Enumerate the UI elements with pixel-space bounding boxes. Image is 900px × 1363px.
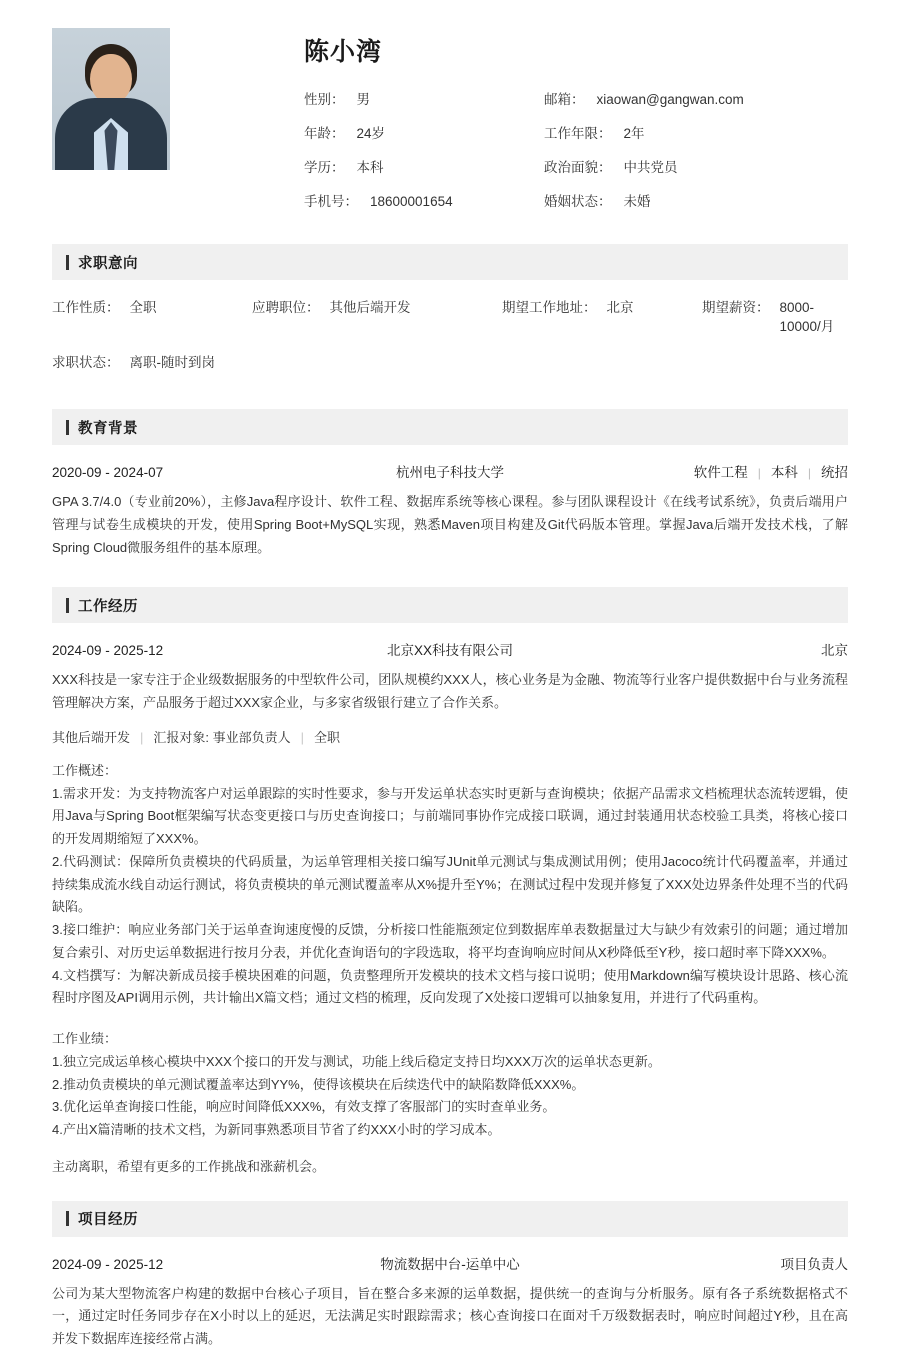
work-achievement-item: 4.产出X篇清晰的技术文档，为新同事熟悉项目节省了约XXX小时的学习成本。 [52,1122,501,1137]
work-meta-line [52,727,848,746]
job-intent-label: 求职状态： [52,355,120,370]
project-name: 物流数据中台-运单中心 [380,1256,520,1272]
profile-field-label: 工作年限： [544,126,612,141]
work-location-wrap [548,639,848,659]
work-date: 2024-09 - 2025-12 [52,643,164,659]
work-closing-note: 主动离职，希望有更多的工作挑战和涨薪机会。 [52,1158,326,1174]
profile-field [304,190,544,210]
profile-field-label: 性别： [304,92,345,107]
section-accent-bar [66,420,69,435]
education-date: 2020-09 - 2024-07 [52,465,164,480]
job-intent-value: 北京 [606,300,634,315]
work-overview-title: 工作概述： [52,762,118,778]
section-header-project [52,1201,848,1237]
divider: | [140,729,144,745]
education-degree: 本科 [770,465,798,480]
education-school: 杭州电子科技大学 [396,465,504,480]
profile-field-value: 2年 [623,126,645,141]
section-title: 教育背景 [78,420,138,437]
profile-field-value: 未婚 [623,194,651,209]
work-position: 其他后端开发 [52,729,131,745]
profile-field-label: 手机号： [304,194,358,209]
section-body-project [0,1237,900,1363]
profile-field [544,190,848,210]
education-major: 软件工程 [693,465,748,480]
profile-field-value: 18600001654 [370,194,453,209]
education-description: GPA 3.7/4.0（专业前20%），主修Java程序设计、软件工程、数据库系统等核心课程。参与团队课程设计《在线考试系统》，负责后端用户管理与试卷生成模块的开发，使用Spring Boot+MySQL实现，熟悉Maven项目构建及Git代码版本管理。掌握Java后端开发技术栈，了解Spring Cloud微服务组件的基本原理。 [52,494,848,555]
job-intent-field [52,296,252,316]
section-accent-bar [66,1211,69,1226]
section-body-job-intent [0,280,900,393]
work-achievement-item: 2.推动负责模块的单元测试覆盖率达到YY%，使得该模块在后续迭代中的缺陷数降低XXX%。 [52,1076,585,1092]
education-admission: 统招 [821,465,848,480]
job-intent-value: 离职-随时到岗 [129,355,215,370]
job-intent-value: 8000-10000/月 [779,300,835,334]
profile-field [304,122,544,142]
profile-field-value: xiaowan@gangwan.com [596,92,744,107]
section-accent-bar [66,598,69,613]
job-intent-field [252,296,502,316]
work-overview-item: 3.接口维护：响应业务部门关于运单查询速度慢的反馈，分析接口性能瓶颈定位到数据库单表数据量过大与缺少有效索引的问题；通过增加复合索引、对历史运单数据进行按月分表，并优化查询语句的字段选取，将平均查询响应时间从X秒降低至Y秒，接口超时率下降XXX%。 [52,922,848,960]
work-achievement-item: 1.独立完成运单核心模块中XXX个接口的开发与测试，功能上线后稳定支持日均XXX万次的运单状态更新。 [52,1053,661,1069]
divider: | [300,729,305,745]
section-body-education [0,445,900,571]
project-description: 公司为某大型物流客户构建的数据中台核心子项目，旨在整合多来源的运单数据，提供统一的查询与分析服务。原有各子系统数据格式不一，通过定时任务同步存在X小时以上的延迟，无法满足实时跟踪需求；核心查询接口在面对千万级数据表时，响应时间超过Y秒，且在高并发下数据库连接经常占满。 [52,1285,848,1346]
divider: | [757,466,761,480]
job-intent-label: 期望工作地址： [502,300,597,315]
profile-field-value: 24岁 [356,126,386,141]
profile-field-value: 中共党员 [623,160,678,175]
work-report-to: 汇报对象: 事业部负责人 [153,729,291,745]
profile-field [544,88,848,108]
job-intent-row [52,296,848,335]
profile-field-label: 年龄： [304,126,345,141]
profile-field-label: 邮箱： [544,92,585,107]
section-header-work [52,587,848,623]
work-achievement-item: 3.优化运单查询接口性能，响应时间降低XXX%，有效支撑了客服部门的实时查单业务。 [52,1099,556,1115]
work-company: 北京XX科技有限公司 [386,643,513,659]
profile-field-label: 学历： [304,160,345,175]
project-entry-head [52,1253,848,1273]
job-intent-label: 应聘职位： [252,300,320,315]
profile-field-value: 男 [356,92,370,107]
education-meta [548,461,848,481]
work-achievement-block [52,1028,848,1142]
profile-field-value: 本科 [356,160,384,175]
job-intent-label: 工作性质： [52,300,120,315]
profile-field [304,88,544,108]
job-intent-value: 其他后端开发 [329,300,411,315]
section-title: 项目经历 [78,1212,138,1228]
section-body-work [0,623,900,1184]
profile-field [304,156,544,176]
candidate-name: 陈小湾 [304,38,383,66]
job-intent-value: 全职 [129,300,157,315]
job-intent-label: 期望薪资： [702,300,770,315]
profile-info-grid [304,88,848,210]
photo-face [90,54,132,104]
job-intent-field [502,296,702,316]
work-overview-item: 1.需求开发：为支持物流客户对运单跟踪的实时性要求，参与开发运单状态实时更新与查询模块；依据产品需求文档梳理状态流转逻辑，使用Java与Spring Boot框架编写状态变更接口与历史查询接口；与前端同事协作完成接口联调，通过封装通用状态校验工具类，将核心接口的开发周期缩短了XXX%。 [52,785,848,846]
section-header-job-intent [52,244,848,280]
work-job-type: 全职 [314,729,341,745]
job-intent-row [52,351,848,371]
work-company-intro: XXX科技是一家专注于企业级数据服务的中型软件公司，团队规模约XXX人，核心业务是为金融、物流等行业客户提供数据中台与业务流程管理解决方案，产品服务于超过XXX家企业，与多家省级银行建立了合作关系。 [52,672,848,710]
profile-field [544,122,848,142]
project-role: 项目负责人 [780,1256,848,1272]
section-title: 工作经历 [78,598,138,615]
divider: | [807,466,811,480]
job-intent-field [52,351,252,371]
work-overview-item: 4.文档撰写：为解决新成员接手模块困难的问题，负责整理所开发模块的技术文档与接口说明；使用Markdown编写模块设计思路、核心流程时序图及API调用示例，共计输出X篇文档；通过文档的梳理，反向发现了X处接口逻辑可以抽象复用，并进行了代码重构。 [52,967,848,1006]
project-role-wrap [548,1253,848,1273]
work-location: 北京 [821,643,848,659]
job-intent-field [702,296,848,335]
project-date: 2024-09 - 2025-12 [52,1256,164,1272]
profile-photo [52,28,170,170]
profile-field-label: 政治面貌： [544,160,612,175]
resume-header [0,0,900,228]
section-header-education [52,409,848,445]
work-overview-item: 2.代码测试：保障所负责模块的代码质量，为运单管理相关接口编写JUnit单元测试与集成测试用例；使用Jacoco统计代码覆盖率，并通过持续集成流水线自动运行测试，将负责模块的单元测试覆盖率从X%提升至Y%；在测试过程中发现并修复了XXX处边界条件处理不当的代码缺陷。 [52,853,848,915]
work-overview-block [52,760,848,1010]
work-achievement-title: 工作业绩： [52,1031,118,1046]
work-entry-head [52,639,848,659]
profile-field [544,156,848,176]
section-accent-bar [66,255,69,270]
header-main [170,28,848,210]
profile-field-label: 婚姻状态： [544,194,612,209]
section-title: 求职意向 [78,255,138,272]
education-entry-head [52,461,848,481]
